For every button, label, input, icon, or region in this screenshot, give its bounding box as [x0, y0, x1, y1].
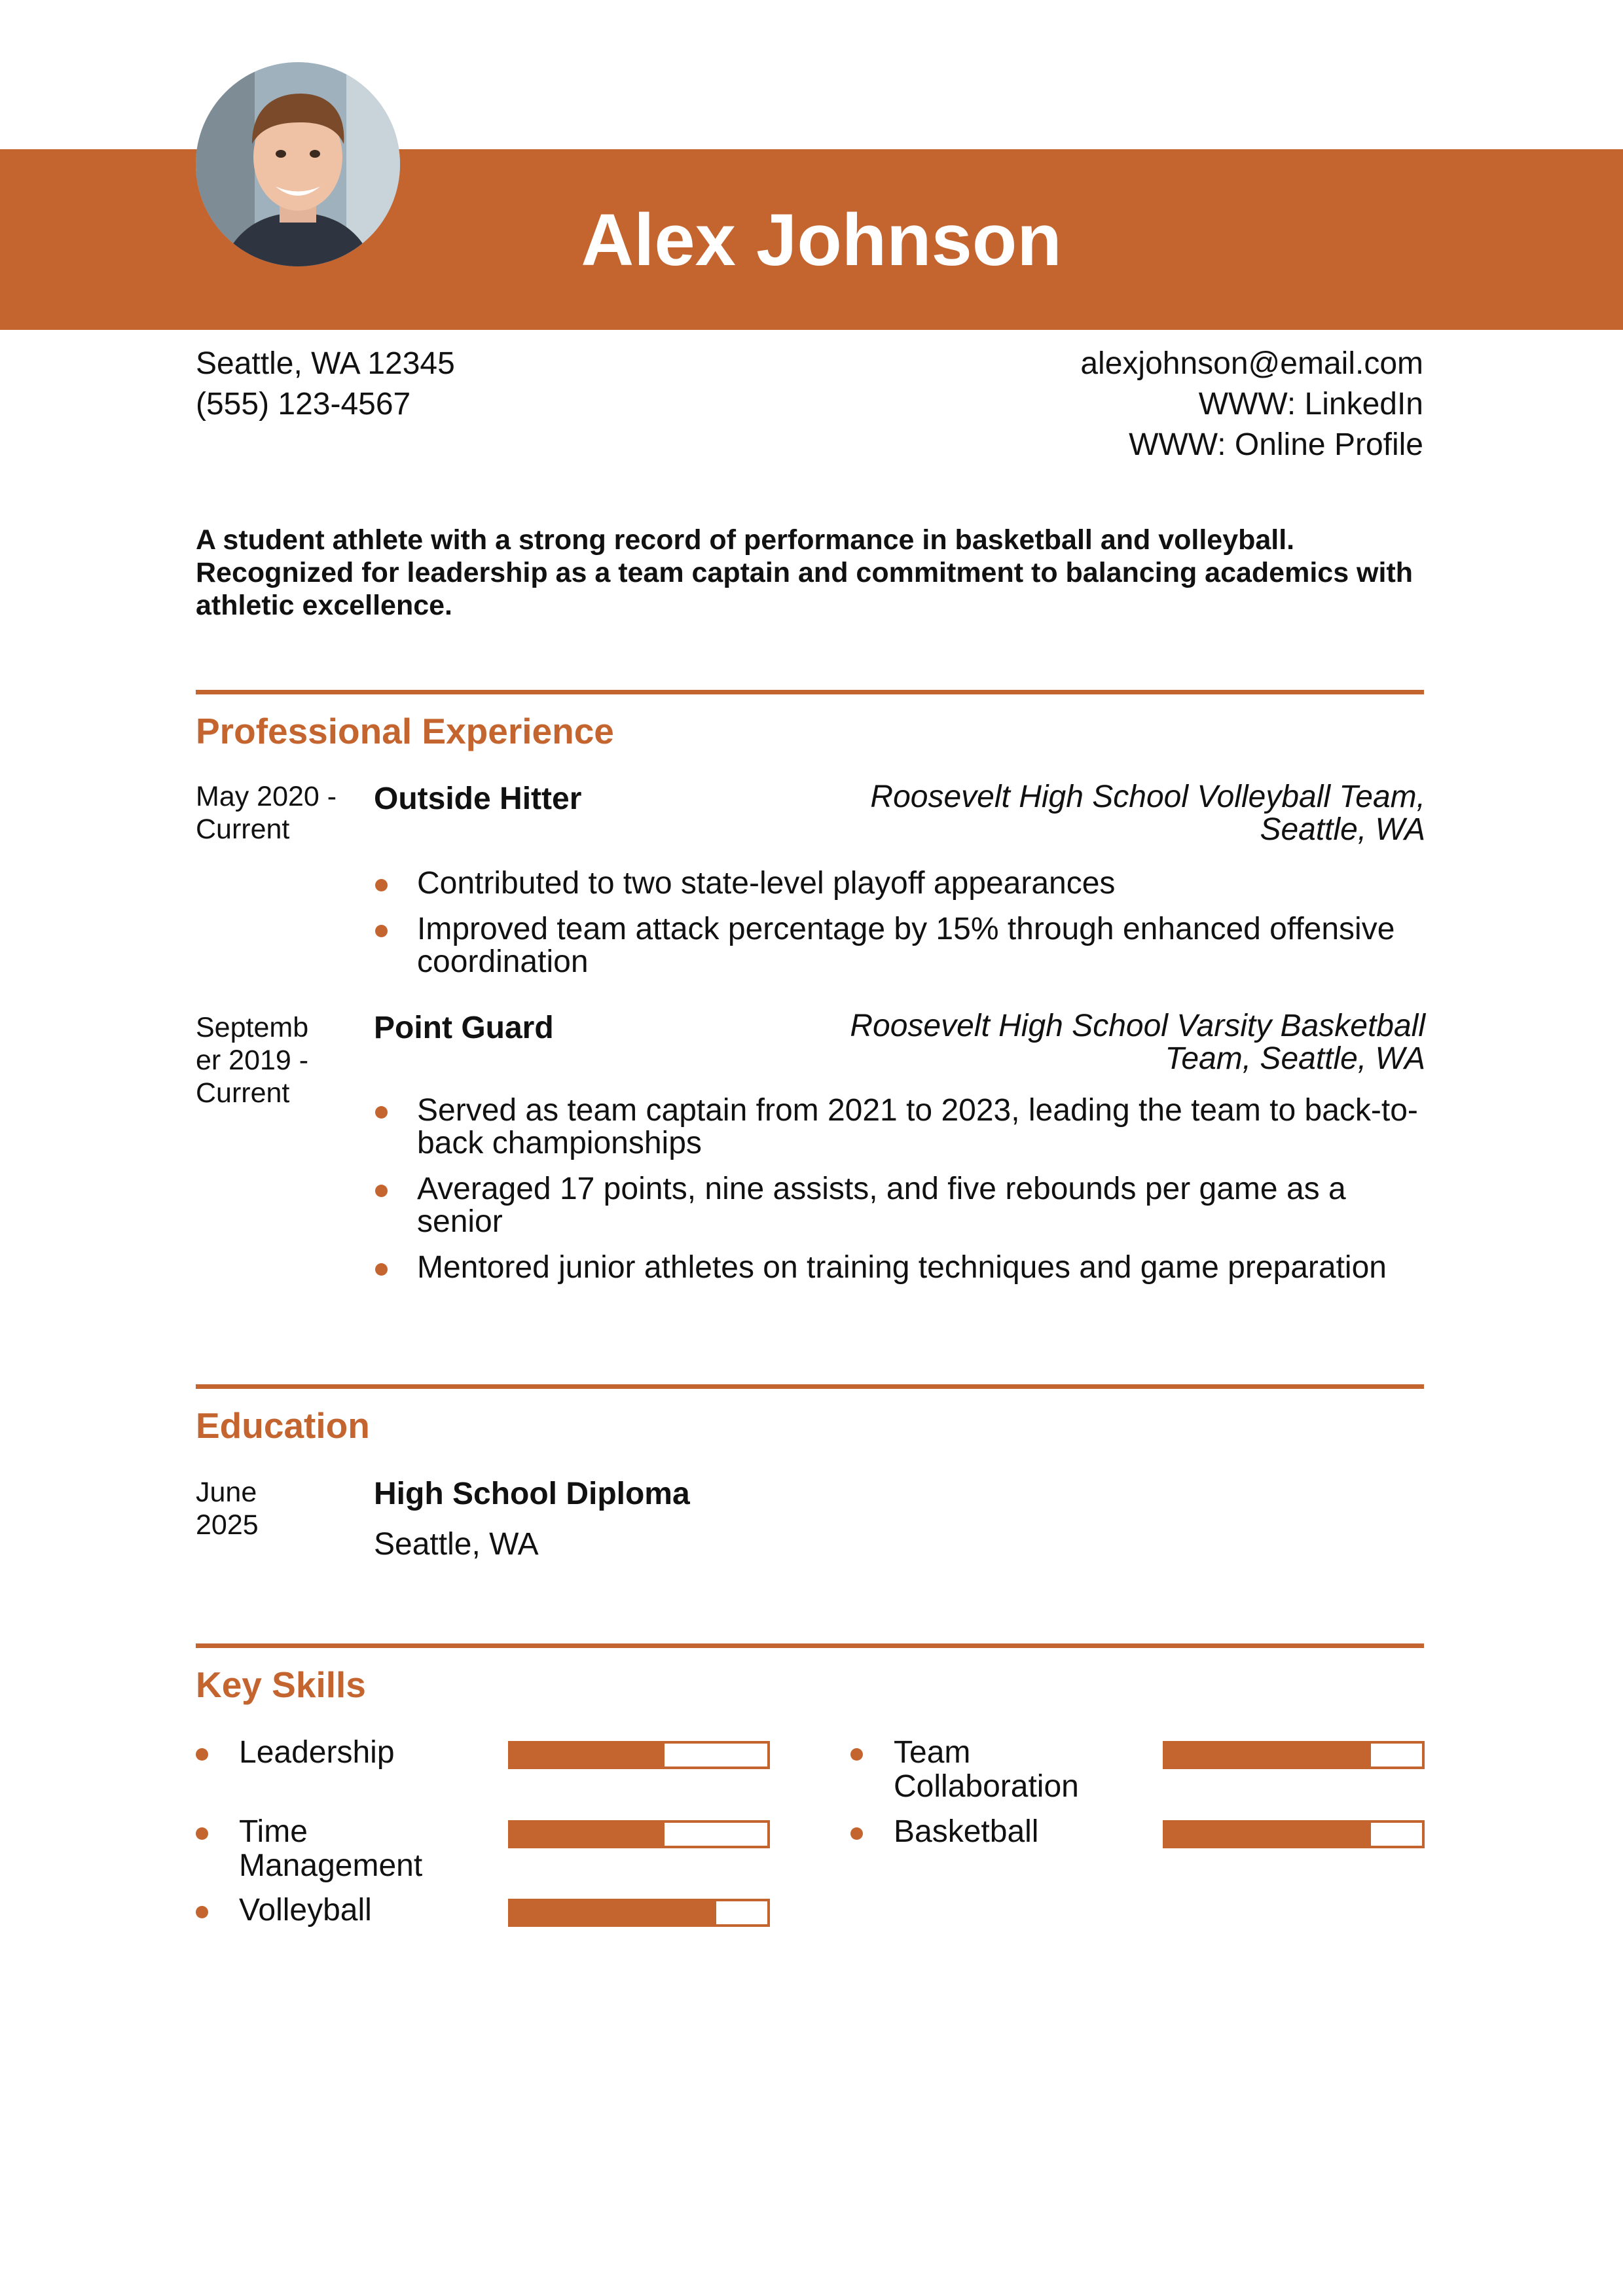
- skill-level-bar: [1163, 1820, 1425, 1848]
- skill-level-fill: [511, 1901, 716, 1924]
- skill-label: Basketball: [894, 1814, 1039, 1849]
- skill-level-bar: [508, 1820, 770, 1848]
- bullet-icon: [375, 925, 388, 937]
- bullet-icon: [850, 1827, 863, 1840]
- job-organization: Roosevelt High School Volleyball Team, Seattle, WA: [870, 780, 1425, 847]
- profile-photo: [196, 62, 400, 266]
- list-item: Mentored junior athletes on training techniques and game preparation: [374, 1251, 1428, 1284]
- summary: A student athlete with a strong record of performance in basketball and volleyball. Recognized for leadership as a team captain and commitment to balancing academics with athletic excellence.: [196, 524, 1413, 621]
- skill-level-fill: [1165, 1744, 1371, 1767]
- bullet-icon: [196, 1748, 208, 1761]
- person-photo-icon: [196, 62, 400, 266]
- education-degree: High School Diploma: [374, 1477, 690, 1511]
- job-organization: Roosevelt High School Varsity Basketball Team, Seattle, WA: [850, 1009, 1425, 1076]
- bullet-icon: [850, 1748, 863, 1761]
- list-item: Contributed to two state-level playoff appearances: [374, 867, 1428, 900]
- section-title-education: Education: [196, 1405, 370, 1446]
- list-item: Served as team captain from 2021 to 2023, leading the team to back-to-back championships: [374, 1094, 1428, 1160]
- contact-profile-link[interactable]: WWW: Online Profile: [1129, 427, 1423, 462]
- skill-level-fill: [511, 1823, 665, 1846]
- skill-label: Leadership: [239, 1735, 395, 1770]
- candidate-name: Alex Johnson: [581, 198, 1062, 281]
- job-bullets: [374, 1094, 1428, 1297]
- list-item: Averaged 17 points, nine assists, and five rebounds per game as a senior: [374, 1173, 1428, 1238]
- job-date: Septemb er 2019 - Current: [196, 1012, 309, 1109]
- section-title-experience: Professional Experience: [196, 711, 614, 751]
- skill-level-bar: [1163, 1741, 1425, 1769]
- list-item: Improved team attack percentage by 15% through enhanced offensive coordination: [374, 913, 1428, 978]
- contact-right: [1080, 344, 1423, 465]
- skill-label: Volleyball: [239, 1893, 372, 1928]
- section-title-skills: Key Skills: [196, 1664, 366, 1705]
- skill-label: Team Collaboration: [894, 1735, 1079, 1804]
- skill-label: Time Management: [239, 1814, 423, 1883]
- job-date: May 2020 - Current: [196, 781, 337, 845]
- bullet-icon: [375, 1185, 388, 1197]
- bullet-icon: [375, 1106, 388, 1119]
- contact-linkedin-link[interactable]: WWW: LinkedIn: [1198, 387, 1423, 422]
- job-role: Outside Hitter: [374, 781, 582, 816]
- contact-left: [196, 344, 455, 425]
- bullet-icon: [375, 879, 388, 891]
- job-role: Point Guard: [374, 1011, 554, 1045]
- contact-email[interactable]: alexjohnson@email.com: [1080, 346, 1423, 381]
- contact-address: Seattle, WA 12345: [196, 346, 455, 381]
- contact-phone: (555) 123-4567: [196, 387, 411, 422]
- bullet-icon: [196, 1906, 208, 1918]
- education-location: Seattle, WA: [374, 1527, 539, 1562]
- education-date: June 2025: [196, 1477, 259, 1541]
- bullet-icon: [196, 1827, 208, 1840]
- job-bullets: [374, 867, 1428, 992]
- bullet-icon: [375, 1263, 388, 1276]
- skill-level-fill: [511, 1744, 665, 1767]
- section-divider: [196, 1643, 1424, 1648]
- skill-level-fill: [1165, 1823, 1371, 1846]
- skill-level-bar: [508, 1899, 770, 1927]
- skill-level-bar: [508, 1741, 770, 1769]
- section-divider: [196, 1384, 1424, 1389]
- section-divider: [196, 690, 1424, 694]
